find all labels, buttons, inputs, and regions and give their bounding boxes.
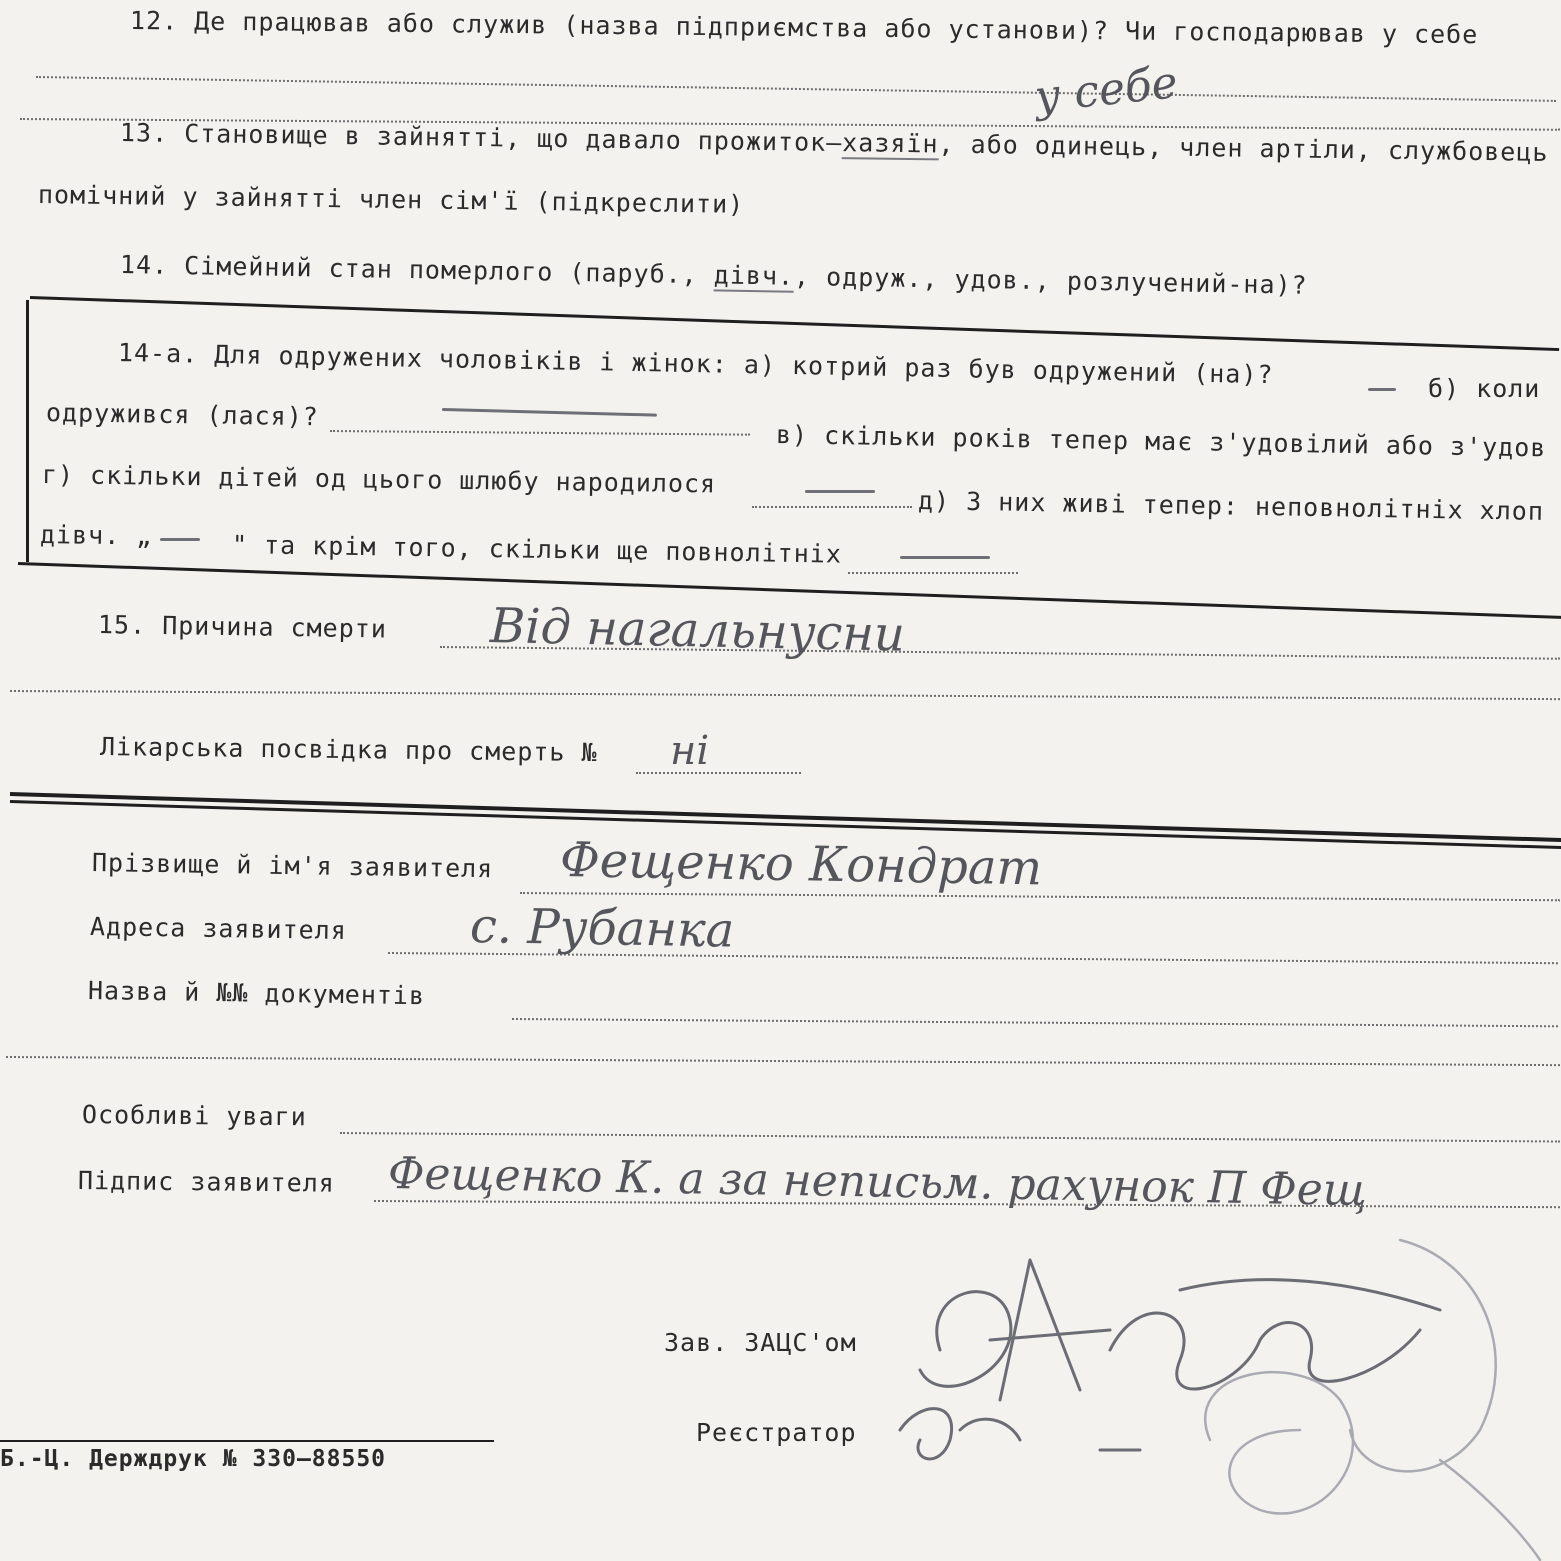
- q14a-dash-a: [1368, 388, 1396, 391]
- q13-underlined-choice: хазяїн: [842, 128, 939, 159]
- q12-text: 12. Де працював або служив (назва підприємства або установи)? Чи господарював у себе: [129, 6, 1479, 50]
- q14a-dotted-b: [330, 430, 750, 436]
- footer-rule: [0, 1440, 494, 1442]
- q12-dotted-line: [36, 76, 1556, 102]
- registrar-label: Реєстратор: [696, 1418, 857, 1447]
- q14a-line-2a: одружився (лася)?: [45, 398, 320, 432]
- q14a-line-2b: в) скільки років тепер має з'удовілий або з'удов: [775, 420, 1547, 463]
- remarks-label: Особливі уваги: [81, 1100, 307, 1132]
- med-cert-answer: ні: [670, 728, 710, 774]
- q14a-line-3a: г) скільки дітей од цього шлюбу народилося: [41, 460, 717, 499]
- q14a-dash-b: [442, 408, 657, 417]
- q15-label: 15. Причина смерти: [97, 610, 388, 644]
- documents-label: Назва й №№ документів: [87, 976, 426, 1011]
- q14a-line-4b: " та крім того, скільки ще повнолітніх: [231, 530, 843, 569]
- applicant-name-answer: Фещенко Кондрат: [559, 832, 1043, 897]
- med-cert-dotted-line: [636, 772, 801, 774]
- q15-dotted-line-2: [10, 690, 1560, 700]
- remarks-dotted-line: [340, 1132, 1560, 1143]
- q12-answer: у себе: [1032, 57, 1180, 123]
- q14a-line-4a: дівч. „: [39, 520, 153, 551]
- applicant-address-label: Адреса заявителя: [89, 912, 348, 946]
- q14a-line-1: 14-а. Для одружених чоловіків і жінок: а) котрий раз був одружений (на)?: [117, 338, 1274, 390]
- q14-prefix: 14. Сімейний стан померлого (паруб.,: [119, 250, 715, 290]
- q14a-dash-adults: [900, 556, 990, 559]
- applicant-address-answer: с. Рубанка: [469, 898, 735, 959]
- q14a-dash-d: [160, 538, 200, 541]
- printer-imprint: Б.-Ц. Держдрук № 330—88550: [0, 1446, 387, 1472]
- q14a-line-3b: д) З них живі тепер: неповнолітніх хлоп: [917, 486, 1545, 526]
- q14a-dash-g: [805, 490, 875, 493]
- signature-answer: Фещенко К. а за неписьм. рахунок П Фещ: [387, 1148, 1368, 1217]
- q14a-dotted-g: [752, 506, 912, 508]
- q14-line: [120, 250, 1308, 300]
- med-cert-label: Лікарська посвідка про смерть №: [99, 732, 598, 768]
- official-signatures-image: [880, 1230, 1561, 1561]
- section-double-rule-top: [10, 792, 1561, 842]
- q13-line-2: помічний у зайнятті член сім'ї (підкреслити): [37, 180, 745, 219]
- signature-label: Підпис заявителя: [77, 1166, 335, 1198]
- q14a-box-left-rule: [26, 300, 29, 562]
- applicant-name-label: Прізвище й ім'я заявителя: [91, 848, 494, 884]
- documents-dotted-line-2: [6, 1056, 1560, 1066]
- q14a-dotted-adults: [848, 572, 1018, 574]
- q14a-line-1b: б) коли: [1428, 374, 1541, 403]
- head-label: Зав. ЗАЦС'ом: [664, 1328, 857, 1357]
- q14-suffix: , одруж., удов., розлучений-на)?: [793, 261, 1308, 300]
- q13-suffix: , або одинець, член артіли, службовець: [938, 129, 1549, 167]
- q14-underlined-choice: дівч.: [713, 260, 795, 291]
- q15-answer: Від нагальнусни: [489, 598, 906, 663]
- documents-dotted-line: [512, 1018, 1558, 1027]
- q13-prefix: 13. Становище в зайнятті, що давало прожиток—: [119, 118, 843, 158]
